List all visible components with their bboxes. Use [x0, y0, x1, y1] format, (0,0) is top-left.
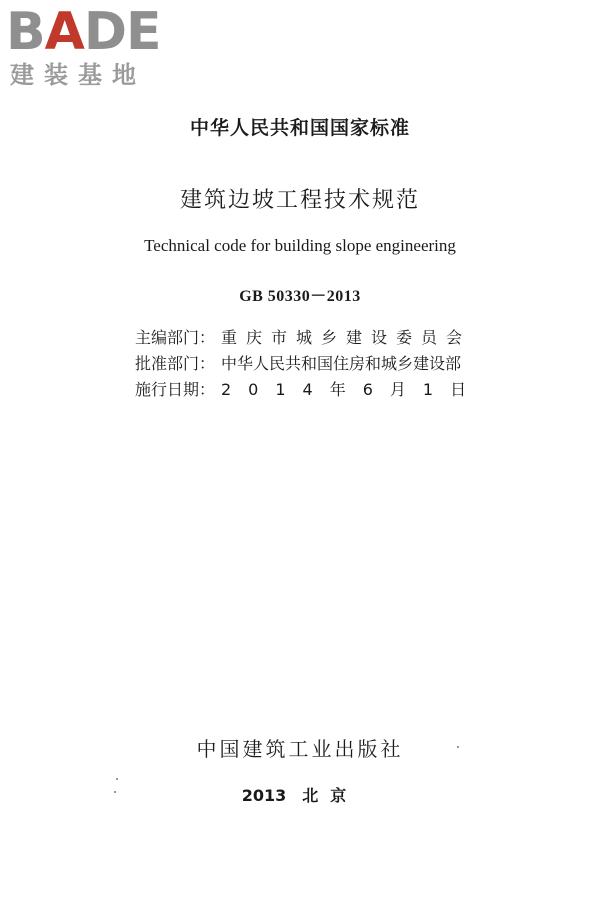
info-label: 施行日期： [135, 380, 216, 399]
standard-series: 中华人民共和国国家标准 [189, 117, 410, 139]
publication-year: 2013 [241, 786, 287, 805]
info-row-approver [135, 351, 475, 377]
info-block [135, 325, 484, 403]
info-row-effective-date [135, 377, 484, 403]
publisher-name: 中国建筑工业出版社 [196, 737, 404, 761]
info-value: 中华人民共和国住房和城乡建设部 [221, 354, 462, 373]
standard-code: GB 50330－2013 [239, 288, 361, 305]
publication-line [0, 783, 600, 806]
info-row-editor [135, 325, 475, 351]
bade-logo [6, 2, 176, 94]
logo-letters-de: DE [83, 2, 161, 62]
info-label: 主编部门： [135, 328, 216, 347]
document-title-chinese: 建筑边坡工程技术规范 [179, 188, 420, 213]
scan-speck [114, 791, 116, 793]
logo-subtitle: 建装基地 [10, 61, 146, 89]
document-title-english: Technical code for building slope engineering [144, 236, 456, 255]
logo-letter-a: A [44, 2, 84, 62]
info-label: 批准部门： [135, 354, 216, 373]
info-value: 2014年6月1日 [221, 380, 484, 399]
logo-letter-b: B [6, 2, 45, 62]
scan-speck [457, 746, 459, 748]
info-value: 重庆市城乡建设委员会 [221, 328, 472, 347]
publication-city: 北京 [302, 786, 359, 805]
scan-speck [116, 778, 118, 780]
logo-wordmark [6, 2, 161, 62]
